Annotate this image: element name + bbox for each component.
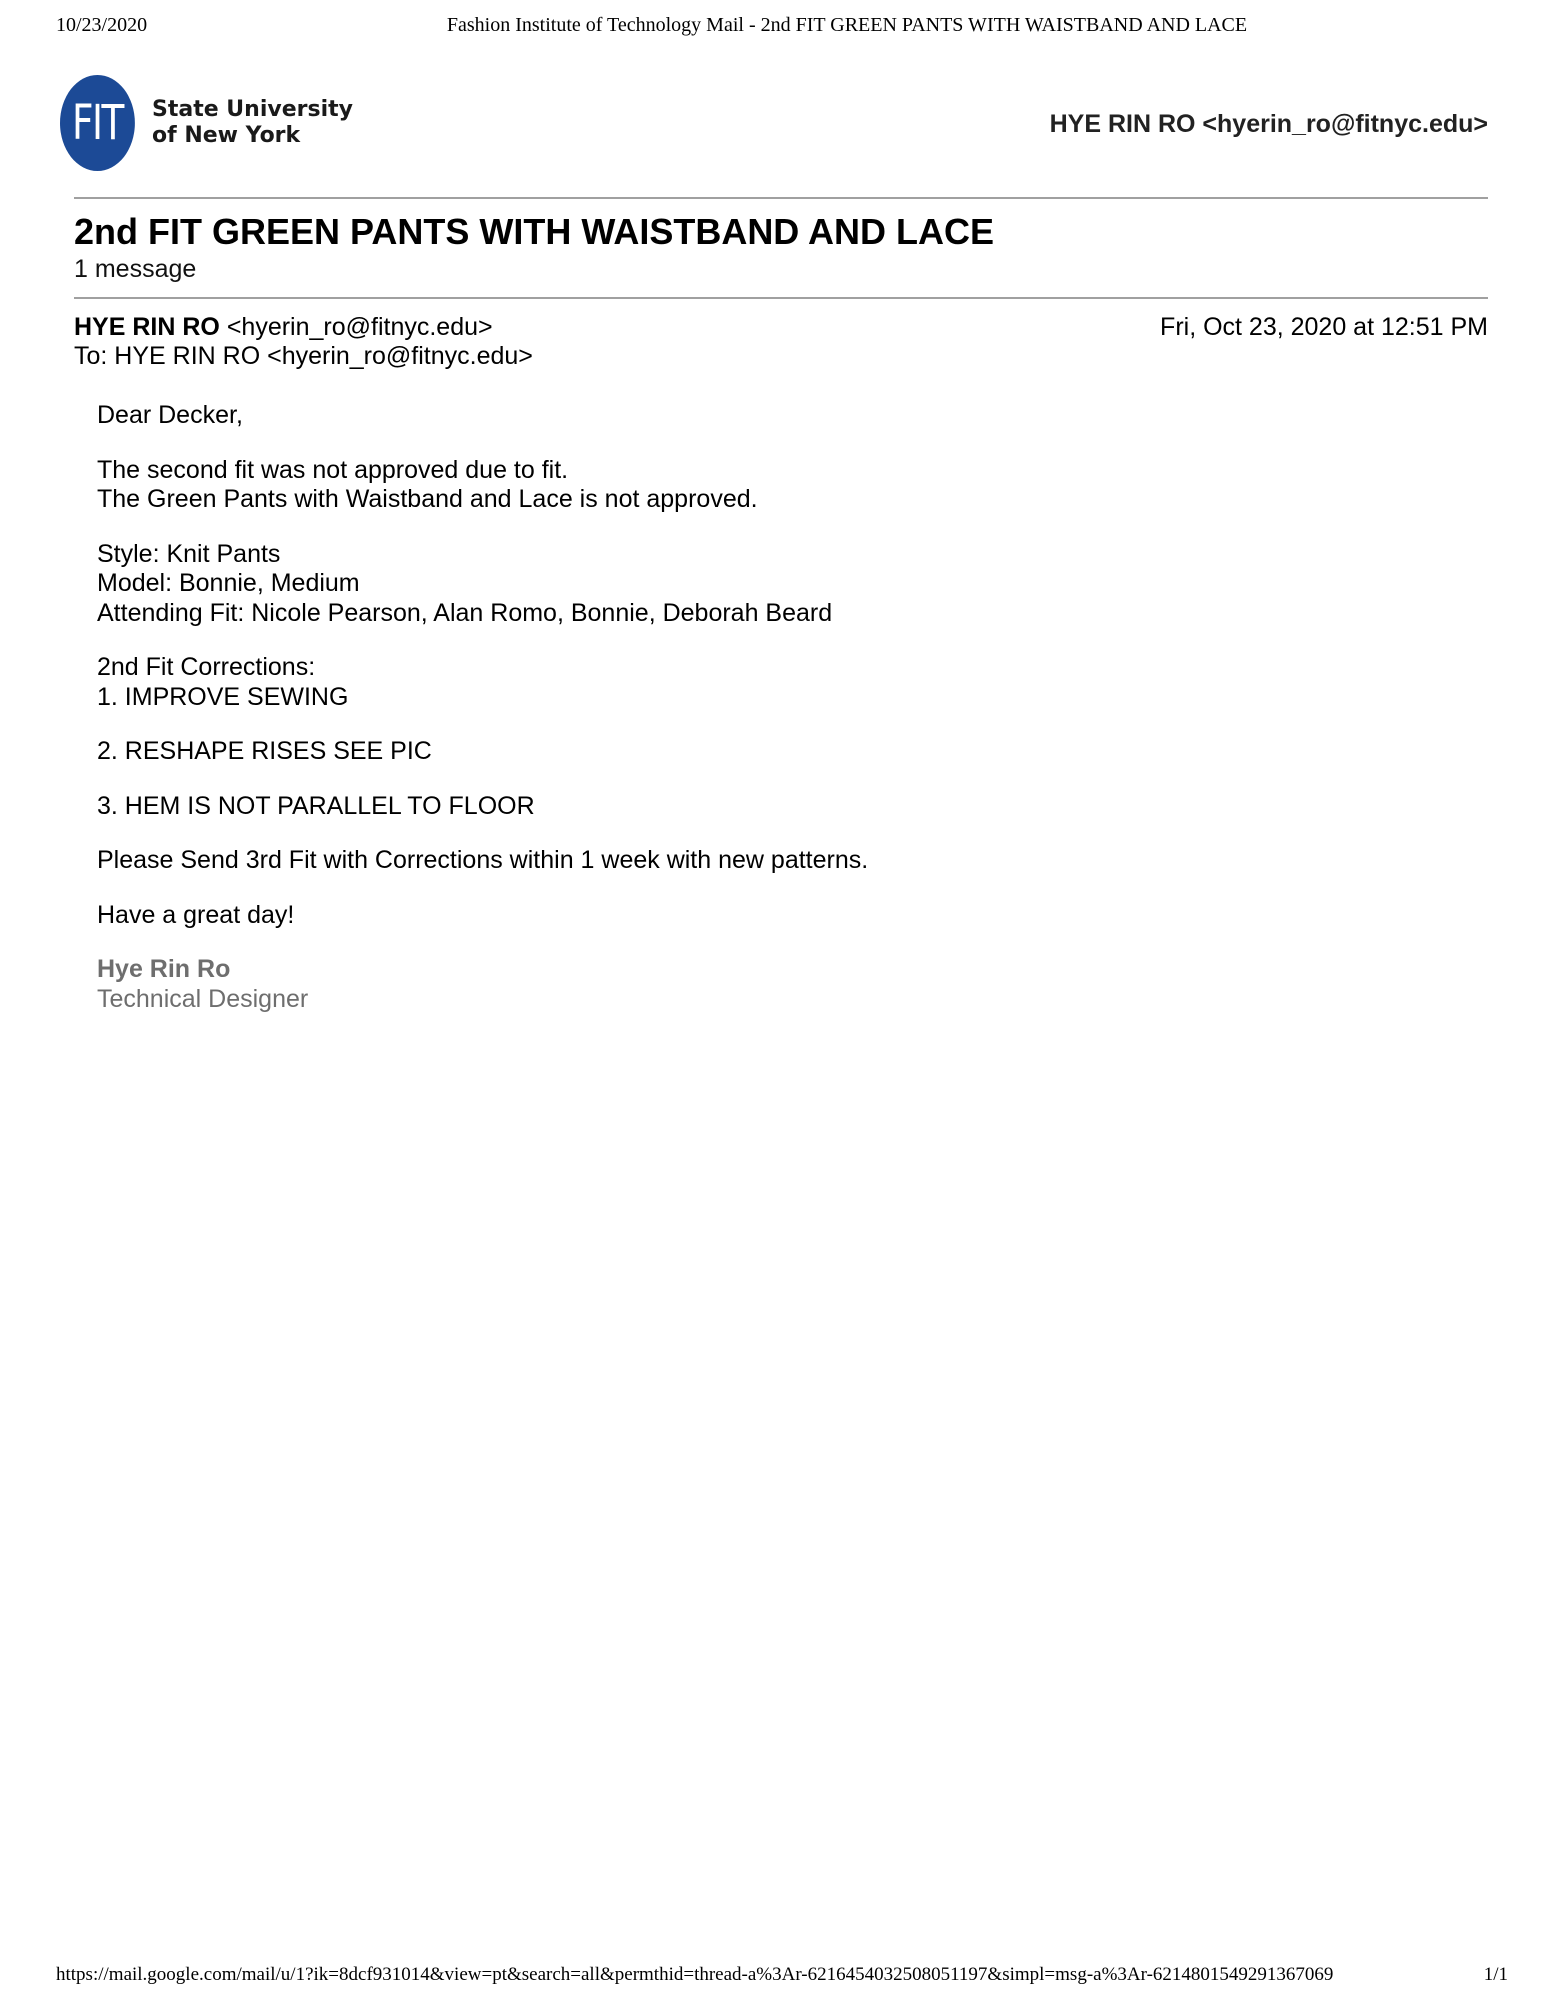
signature-name: Hye Rin Ro <box>97 955 231 983</box>
style-line: Style: Knit Pants <box>97 539 281 568</box>
thread-subject: 2nd FIT GREEN PANTS WITH WAISTBAND AND LACE <box>74 211 994 252</box>
print-title: Fashion Institute of Technology Mail - 2nd FIT GREEN PANTS WITH WAISTBAND AND LACE <box>446 14 1248 36</box>
signature <box>97 955 1397 1014</box>
model-line: Model: Bonnie, Medium <box>97 569 360 597</box>
sender-name: HYE RIN RO <box>74 313 220 341</box>
print-header <box>56 14 1508 44</box>
fit-logo-mark-text: FIT <box>72 95 123 151</box>
body-closing <box>97 901 1397 931</box>
fit-logo[interactable] <box>60 75 353 171</box>
body-details <box>97 540 1397 629</box>
page-number: 1/1 <box>1483 1964 1508 1985</box>
correction-item-2: 2. RESHAPE RISES SEE PIC <box>97 737 432 765</box>
attending-line: Attending Fit: Nicole Pearson, Alan Romo, Bonnie, Deborah Beard <box>97 598 833 627</box>
body-corrections <box>97 653 1397 712</box>
body-status <box>97 456 1397 515</box>
body-greeting <box>97 401 1397 431</box>
fit-logo-text <box>152 97 353 149</box>
status-line-2: The Green Pants with Waistband and Lace is not approved. <box>97 485 758 513</box>
logo-line-2: of New York <box>152 123 301 148</box>
body-correction-3 <box>97 792 1397 822</box>
corrections-header: 2nd Fit Corrections: <box>97 653 316 681</box>
divider-top <box>74 197 1488 199</box>
correction-item-1: 1. IMPROVE SEWING <box>97 682 349 711</box>
logo-line-1: State University <box>152 97 353 122</box>
status-line-1: The second fit was not approved due to fit. <box>97 455 569 484</box>
print-footer <box>56 1964 1508 1994</box>
body-request <box>97 846 1397 876</box>
fit-logo-mark <box>60 75 135 171</box>
message-count: 1 message <box>74 255 197 283</box>
divider-message <box>74 297 1488 299</box>
print-url[interactable]: https://mail.google.com/mail/u/1?ik=8dcf931014&view=pt&search=all&permthid=thread-a%3Ar-6216454032508051197&simpl=msg-a%3Ar-6214801549291367069 <box>56 1964 1334 1985</box>
sender-email[interactable]: <hyerin_ro@fitnyc.edu> <box>226 313 493 341</box>
message-from <box>74 313 493 342</box>
message-date: Fri, Oct 23, 2020 at 12:51 PM <box>1160 313 1488 341</box>
request-line: Please Send 3rd Fit with Corrections within 1 week with new patterns. <box>97 846 869 874</box>
message-body <box>97 401 1397 1039</box>
account-label: HYE RIN RO <hyerin_ro@fitnyc.edu> <box>1049 110 1488 138</box>
body-correction-2 <box>97 737 1397 767</box>
signature-title: Technical Designer <box>97 984 309 1013</box>
print-date: 10/23/2020 <box>56 14 148 36</box>
correction-item-3: 3. HEM IS NOT PARALLEL TO FLOOR <box>97 791 535 820</box>
message-to: To: HYE RIN RO <hyerin_ro@fitnyc.edu> <box>74 342 533 370</box>
closing-line: Have a great day! <box>97 900 295 929</box>
greeting-text: Dear Decker, <box>97 401 243 429</box>
